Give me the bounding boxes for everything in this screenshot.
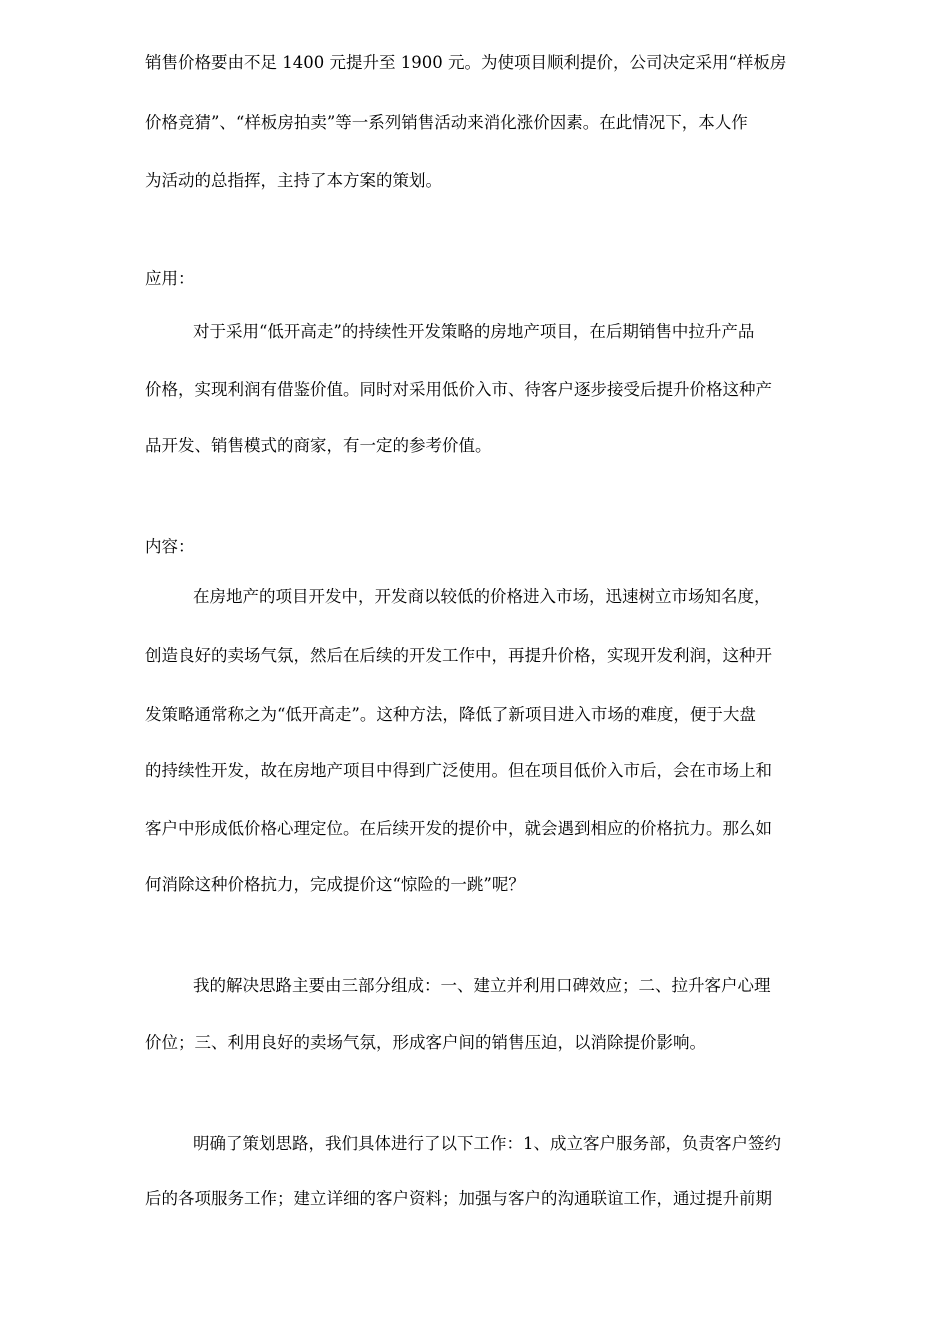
content-para1-line-6: 何消除这种价格抗力，完成提价这“惊险的一跳”呢？ bbox=[145, 875, 525, 894]
application-line-1: 对于采用“低开高走”的持续性开发策略的房地产项目，在后期销售中拉升产品 bbox=[193, 322, 755, 341]
intro-line-3: 为活动的总指挥，主持了本方案的策划。 bbox=[145, 171, 442, 190]
content-para1-line-5: 客户中形成低价格心理定位。在后续开发的提价中，就会遇到相应的价格抗力。那么如 bbox=[145, 819, 772, 838]
content-para3-line-2: 后的各项服务工作；建立详细的客户资料；加强与客户的沟通联谊工作，通过提升前期 bbox=[145, 1189, 772, 1208]
content-para1-line-1: 在房地产的项目开发中，开发商以较低的价格进入市场，迅速树立市场知名度， bbox=[193, 587, 771, 606]
content-para1-line-2: 创造良好的卖场气氛，然后在后续的开发工作中，再提升价格，实现开发利润，这种开 bbox=[145, 646, 772, 665]
content-para1-line-4: 的持续性开发，故在房地产项目中得到广泛使用。但在项目低价入市后，会在市场上和 bbox=[145, 761, 772, 780]
application-line-2: 价格，实现利润有借鉴价值。同时对采用低价入市、待客户逐步接受后提升价格这种产 bbox=[145, 380, 772, 399]
content-para3-line-1: 明确了策划思路，我们具体进行了以下工作：1、成立客户服务部，负责客户签约 bbox=[193, 1134, 781, 1153]
content-heading: 内容： bbox=[145, 537, 195, 556]
application-line-3: 品开发、销售模式的商家，有一定的参考价值。 bbox=[145, 436, 492, 455]
intro-line-1: 销售价格要由不足 1400 元提升至 1900 元。为使项目顺利提价，公司决定采用“样板房 bbox=[145, 53, 787, 72]
content-para2-line-1: 我的解决思路主要由三部分组成：一、建立并利用口碑效应；二、拉升客户心理 bbox=[193, 976, 771, 995]
application-heading: 应用： bbox=[145, 269, 195, 288]
content-para1-line-3: 发策略通常称之为“低开高走”。这种方法，降低了新项目进入市场的难度，便于大盘 bbox=[145, 705, 756, 724]
intro-line-2: 价格竞猜”、“样板房拍卖”等一系列销售活动来消化涨价因素。在此情况下，本人作 bbox=[145, 113, 748, 132]
content-para2-line-2: 价位；三、利用良好的卖场气氛，形成客户间的销售压迫，以消除提价影响。 bbox=[145, 1033, 706, 1052]
